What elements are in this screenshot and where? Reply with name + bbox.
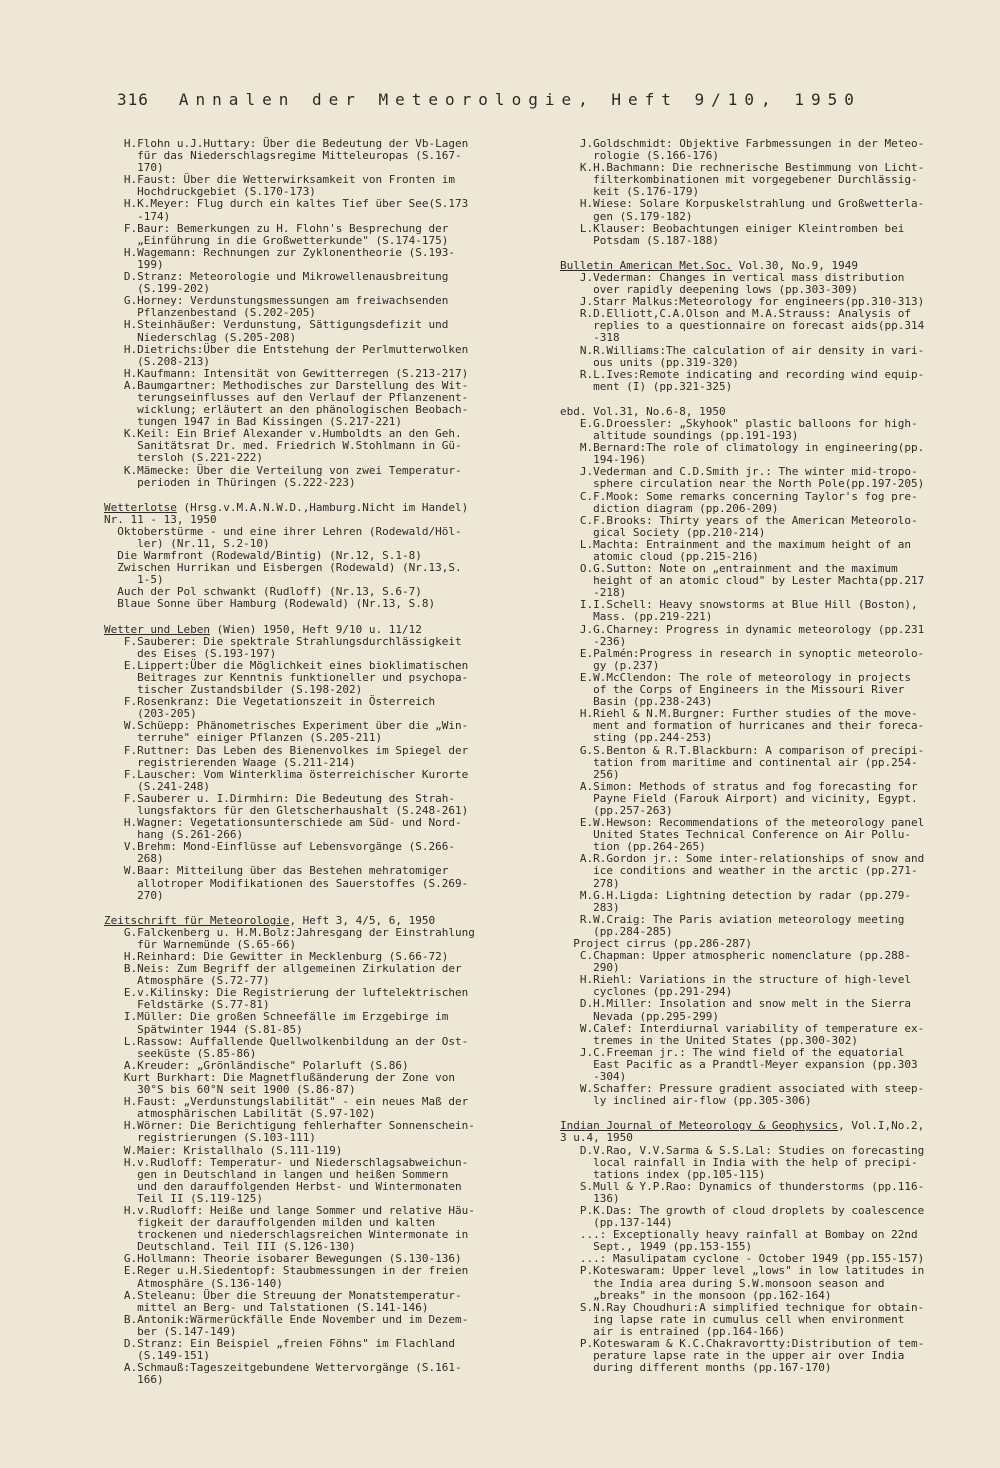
citation-entry: E.G.Droessler: „Skyhook" plastic balloons for high- altitude soundings (pp.191-193) [579, 416, 918, 443]
citation-entry: H.Wagner: Vegetationsunterschiede am Süd- und Nord- hang (S.261-266) [123, 816, 462, 842]
bibliography-section [560, 138, 975, 247]
citation-entry: F.Lauscher: Vom Winterklima österreichischer Kurorte (S.241-248) [123, 767, 469, 793]
citation-entry: H.Riehl: Variations in the structure of high-level cyclones (pp.291-294) [579, 973, 912, 999]
citation-entry: H.Faust: Über die Wetterwirksamkeit von Fronten im Hochdruckgebiet (S.170-173) [123, 173, 456, 199]
citation-entry: Project cirrus (pp.286-287) [560, 937, 753, 950]
citation-entry: J.Vederman: Changes in vertical mass distribution over rapidly deepening lows (pp.303-309) [579, 270, 905, 297]
journal-issue: , Heft 3, 4/5, 6, 1950 [289, 913, 436, 927]
citation-entry: O.G.Sutton: Note on „entrainment and the maximum height of an atomic cloud" by Lester Machta(pp.217 -218) [579, 562, 925, 600]
citation-entry: A.Baumgartner: Methodisches zur Darstellung des Wit- terungseinflusses auf den Verlauf der Pflanzenent- wicklung; erläutert an den phänologischen Beobach- tungen 1947 in Bad Kissingen (S.217-221) [123, 378, 469, 429]
citation-entry: S.N.Ray Choudhuri:A simplified technique for obtain- ing lapse rate in cumulus cell when environment air is entrained (pp.164-166) [579, 1300, 925, 1338]
citation-entry: H.v.Rudloff: Temperatur- und Niederschlagsabweichun- gen in Deutschland in langen und heißen Sommern und den darauffolgenden Herbst- und Wintermonaten Teil II (S.119-125) [123, 1155, 469, 1205]
bibliography-section [104, 624, 524, 902]
citation-entry: W.Maier: Kristallhalo (S.111-119) [104, 1143, 343, 1157]
journal-name: Indian Journal of Meteorology & Geophysics [560, 1119, 839, 1133]
citation-entry: W.Baar: Mitteilung über das Bestehen mehratomiger allotroper Modifikationen des Sauerstoffes (S.269- 270) [123, 864, 469, 902]
citation-entry: K.H.Bachmann: Die rechnerische Bestimmung von Licht- filterkombinationen mit vorgegebener Durchlässig- keit (S.176-179) [579, 161, 925, 199]
citation-entry: I.Müller: Die großen Schneefälle im Erzgebirge im Spätwinter 1944 (S.81-85) [123, 1010, 449, 1036]
citation-entry: L.Rassow: Auffallende Quellwolkenbildung an der Ost- seeküste (S.85-86) [123, 1034, 469, 1060]
citation-entry: A.Schmauß:Tageszeitgebundene Wettervorgänge (S.161- 166) [123, 1361, 462, 1387]
section-heading [104, 624, 524, 636]
citation-entry: H.Dietrichs:Über die Entstehung der Perlmutterwolken (S.208-213) [123, 342, 469, 368]
citation-entry: P.Koteswaram: Upper level „lows" in low latitudes in the India area during S.W.monsoon season and „breaks" in the monsoon (pp.162-164) [579, 1264, 925, 1302]
citation-entry: G.Falckenberg u. H.M.Bolz:Jahresgang der Einstrahlung für Warnemünde (S.65-66) [123, 925, 475, 951]
citation-entry: W.Schüepp: Phänometrisches Experiment über die „Win- terruhe" einiger Pflanzen (S.205-211) [123, 719, 469, 745]
citation-entry: Zwischen Hurrikan und Eisbergen (Rodewald) (Nr.13,S. 1-5) [117, 561, 462, 587]
citation-entry: H.v.Rudloff: Heiße und lange Sommer und relative Häu- figkeit der darauffolgenden milden und kalten trockenen und niederschlagsreichen Wintermonate in Deutschland. Teil III (S.126-130) [123, 1203, 475, 1254]
citation-entry: H.Faust: „Verdunstungslabilität" - ein neues Maß der atmosphärischen Labilität (S.97-102) [123, 1095, 469, 1121]
citation-entry: D.Stranz: Ein Beispiel „freien Föhns" im Flachland (S.149-151) [123, 1337, 456, 1363]
journal-name: Bulletin American Met.Soc. [560, 258, 733, 272]
citation-entry: B.Antonik:Wärmerückfälle Ende November und im Dezem- ber (S.147-149) [123, 1312, 469, 1338]
citation-entry: D.V.Rao, V.V.Sarma & S.S.Lal: Studies on forecasting local rainfall in India with the help of precipi- tations index (pp.105-115) [579, 1143, 925, 1181]
journal-issue: ebd. Vol.31, No.6-8, 1950 [560, 404, 726, 418]
citation-entry: A.Simon: Methods of stratus and fog forecasting for Payne Field (Farouk Airport) and vicinity, Egypt. (pp.257-263) [579, 779, 918, 817]
citation-entry: ...: Exceptionally heavy rainfall at Bombay on 22nd Sept., 1949 (pp.153-155) [579, 1228, 918, 1254]
citation-entry: H.Wörner: Die Berichtigung fehlerhafter Sonnenschein- registrierungen (S.103-111) [123, 1119, 475, 1145]
citation-entry: F.Baur: Bemerkungen zu H. Flohn's Besprechung der „Einführung in die Großwetterkunde" (S.174-175) [123, 221, 449, 247]
citation-entry: E.Lippert:Über die Möglichkeit eines bioklimatischen Beitrages zur Kenntnis funktioneller und psychopa- tischer Zustandsbilder (S.198-202) [123, 658, 469, 697]
citation-entry: E.Palmén:Progress in research in synoptic meteorolo- gy (p.237) [579, 646, 925, 672]
citation-entry: Kurt Burkhart: Die Magnetflußänderung der Zone von 30°S bis 60°N seit 1900 (S.86-87) [123, 1070, 456, 1097]
citation-entry: H.Wiese: Solare Korpuskelstrahlung und Großwetterla- gen (S.179-182) [579, 197, 925, 223]
citation-entry: R.L.Ives:Remote indicating and recording wind equip- ment (I) (pp.321-325) [579, 367, 925, 393]
citation-entry: R.D.Elliott,C.A.Olson and M.A.Strauss: Analysis of replies to a questionnaire on forecast aids(pp.314 -318 [579, 307, 925, 345]
page-number: 316 [117, 90, 149, 109]
journal-issue: (Hrsg.v.M.A.N.W.D.,Hamburg.Nicht im Handel) Nr. 11 - 13, 1950 [104, 500, 469, 526]
citation-entry: ...: Masulipatam cyclone - October 1949 (pp.155-157) [560, 1252, 925, 1266]
citation-entry: H.Wagemann: Rechnungen zur Zyklonentheorie (S.193- 199) [123, 245, 456, 271]
citation-entry: F.Sauberer: Die spektrale Strahlungsdurchlässigkeit des Eises (S.193-197) [123, 634, 462, 660]
section-heading [104, 915, 524, 927]
citation-entry: F.Sauberer u. I.Dirmhirn: Die Bedeutung des Strah- lungsfaktors für den Gletscherhaushalt (S.248-261) [123, 791, 469, 817]
bibliography-section [560, 260, 975, 393]
citation-entry: B.Neis: Zum Begriff der allgemeinen Zirkulation der Atmosphäre (S.72-77) [123, 962, 462, 988]
bibliography-section [560, 406, 975, 1107]
left-column [104, 138, 524, 1399]
page-header [117, 90, 877, 109]
citation-entry: Die Warmfront (Rodewald/Bintig) (Nr.12, S.1-8) [104, 549, 422, 563]
citation-entry: W.Calef: Interdiurnal variability of temperature ex- tremes in the United States (pp.300-302) [579, 1021, 925, 1047]
journal-name: Zeitschrift für Meteorologie [104, 913, 290, 927]
bibliography-section [560, 1120, 975, 1374]
citation-entry: D.H.Miller: Insolation and snow melt in the Sierra Nevada (pp.295-299) [579, 997, 912, 1023]
citation-entry: H.Flohn u.J.Huttary: Über die Bedeutung der Vb-Lagen für das Niederschlagsregime Mitteleuropas (S.167- 170) [123, 137, 469, 175]
citation-entry: I.I.Schell: Heavy snowstorms at Blue Hill (Boston), Mass. (pp.219-221) [579, 598, 918, 624]
citation-entry: J.G.Charney: Progress in dynamic meteorology (pp.231 -236) [579, 622, 925, 648]
journal-name: Wetterlotse [104, 500, 177, 514]
citation-entry: J.Vederman and C.D.Smith jr.: The winter mid-tropo- sphere circulation near the North Pole(pp.197-205) [579, 465, 925, 491]
citation-entry: J.Goldschmidt: Objektive Farbmessungen in der Meteo- rologie (S.166-176) [579, 137, 925, 163]
right-column [560, 138, 975, 1387]
citation-entry: A.Kreuder: „Grönländische" Polarluft (S.86) [104, 1058, 409, 1072]
journal-title: Annalen der Meteorologie, Heft 9/10, 1950 [178, 90, 861, 109]
citation-entry: J.C.Freeman jr.: The wind field of the equatorial East Pacific as a Prandtl-Meyer expansion (pp.303 -304) [579, 1045, 918, 1084]
citation-entry: H.Riehl & N.M.Burgner: Further studies of the move- ment and formation of hurricanes and their foreca- sting (pp.244-253) [579, 707, 925, 745]
citation-entry: A.R.Gordon jr.: Some inter-relationships of snow and ice conditions and weather in the arctic (pp.271- 278) [579, 852, 925, 890]
journal-issue: , Vol.I,No.2, 3 u.4, 1950 [560, 1119, 925, 1145]
citation-entry: K.Mämecke: Über die Verteilung von zwei Temperatur- perioden in Thüringen (S.222-223) [123, 463, 462, 489]
citation-entry: M.G.H.Ligda: Lightning detection by radar (pp.279- 283) [579, 888, 912, 914]
bibliography-section [104, 502, 524, 611]
citation-entry: C.F.Mook: Some remarks concerning Taylor's fog pre- diction diagram (pp.206-209) [579, 489, 918, 515]
citation-entry: E.W.McClendon: The role of meteorology in projects of the Corps of Engineers in the Missouri River Basin (pp.238-243) [579, 670, 912, 709]
citation-entry: P.K.Das: The growth of cloud droplets by coalescence (pp.137-144) [579, 1203, 925, 1230]
citation-entry: R.W.Craig: The Paris aviation meteorology meeting (pp.284-285) [579, 912, 905, 938]
citation-entry: C.Chapman: Upper atmospheric nomenclature (pp.288- 290) [579, 949, 912, 975]
citation-entry: E.Reger u.H.Siedentopf: Staubmessungen in der freien Atmosphäre (S.136-140) [123, 1264, 469, 1290]
citation-entry: F.Rosenkranz: Die Vegetationszeit in Österreich (203-205) [123, 695, 436, 721]
citation-entry: E.W.Hewson: Recommendations of the meteorology panel United States Technical Conference on Air Pollu- tion (pp.264-265) [579, 816, 925, 854]
citation-entry: M.Bernard:The role of climatology in engineering(pp. 194-196) [579, 441, 925, 467]
citation-entry: H.Reinhard: Die Gewitter in Mecklenburg (S.66-72) [104, 950, 449, 963]
citation-entry: H.K.Meyer: Flug durch ein kaltes Tief über See(S.173 -174) [123, 197, 469, 223]
citation-entry: E.v.Kilinsky: Die Registrierung der luftelektrischen Feldstärke (S.77-81) [123, 986, 469, 1012]
citation-entry: G.Hollmann: Theorie isobarer Bewegungen (S.130-136) [104, 1252, 462, 1266]
citation-entry: Auch der Pol schwankt (Rudloff) (Nr.13, S.6-7) [104, 585, 422, 599]
citation-entry: F.Ruttner: Das Leben des Bienenvolkes im Spiegel der registrierenden Waage (S.211-214) [123, 743, 469, 769]
citation-entry: Oktoberstürme - und eine ihrer Lehren (Rodewald/Höl- ler) (Nr.11, S.2-10) [117, 524, 462, 550]
citation-entry: V.Brehm: Mond-Einflüsse auf Lebensvorgänge (S.266- 268) [123, 840, 456, 866]
citation-entry: G.S.Benton & R.T.Blackburn: A comparison of precipi- tation from maritime and continental air (pp.254- 256) [579, 743, 925, 781]
citation-entry: D.Stranz: Meteorologie und Mikrowellenausbreitung (S.199-202) [123, 270, 449, 296]
citation-entry: G.Horney: Verdunstungsmessungen am freiwachsenden Pflanzenbestand (S.202-205) [123, 294, 449, 320]
citation-entry: K.Keil: Ein Brief Alexander v.Humboldts an den Geh. Sanitätsrat Dr. med. Friedrich W.Stohlmann in Gü- tersloh (S.221-222) [123, 427, 462, 465]
journal-name: Wetter und Leben [104, 622, 210, 636]
citation-entry: W.Schaffer: Pressure gradient associated with steep- ly inclined air-flow (pp.305-306) [579, 1082, 925, 1108]
citation-entry: H.Steinhäußer: Verdunstung, Sättigungsdefizit und Niederschlag (S.205-208) [123, 318, 449, 344]
bibliography-section [104, 915, 524, 1387]
journal-issue: (Wien) 1950, Heft 9/10 u. 11/12 [209, 622, 422, 636]
citation-entry: J.Starr Malkus:Meteorology for engineers(pp.310-313) [560, 295, 925, 309]
citation-entry: P.Koteswaram & K.C.Chakravortty:Distribution of tem- perature lapse rate in the upper air over India during different months (pp.167-170) [579, 1337, 925, 1375]
section-heading [560, 1120, 975, 1144]
section-heading [104, 502, 524, 526]
citation-entry: S.Mull & Y.P.Rao: Dynamics of thunderstorms (pp.116- 136) [579, 1179, 925, 1205]
citation-entry: H.Kaufmann: Intensität von Gewitterregen (S.213-217) [104, 366, 469, 380]
citation-entry: A.Steleanu: Über die Streuung der Monatstemperatur- mittel an Berg- und Talstationen (S.141-146) [123, 1288, 462, 1314]
citation-entry: C.F.Brooks: Thirty years of the American Meteorolo- gical Society (pp.210-214) [579, 513, 918, 539]
citation-entry: L.Machta: Entrainment and the maximum height of an atomic cloud (pp.215-216) [579, 537, 912, 563]
citation-entry: Blaue Sonne über Hamburg (Rodewald) (Nr.13, S.8) [104, 597, 436, 611]
bibliography-section [104, 138, 524, 489]
citation-entry: N.R.Williams:The calculation of air density in vari- ous units (pp.319-320) [579, 343, 925, 369]
journal-issue: Vol.30, No.9, 1949 [732, 258, 859, 272]
citation-entry: L.Klauser: Beobachtungen einiger Kleintromben bei Potsdam (S.187-188) [579, 221, 905, 247]
